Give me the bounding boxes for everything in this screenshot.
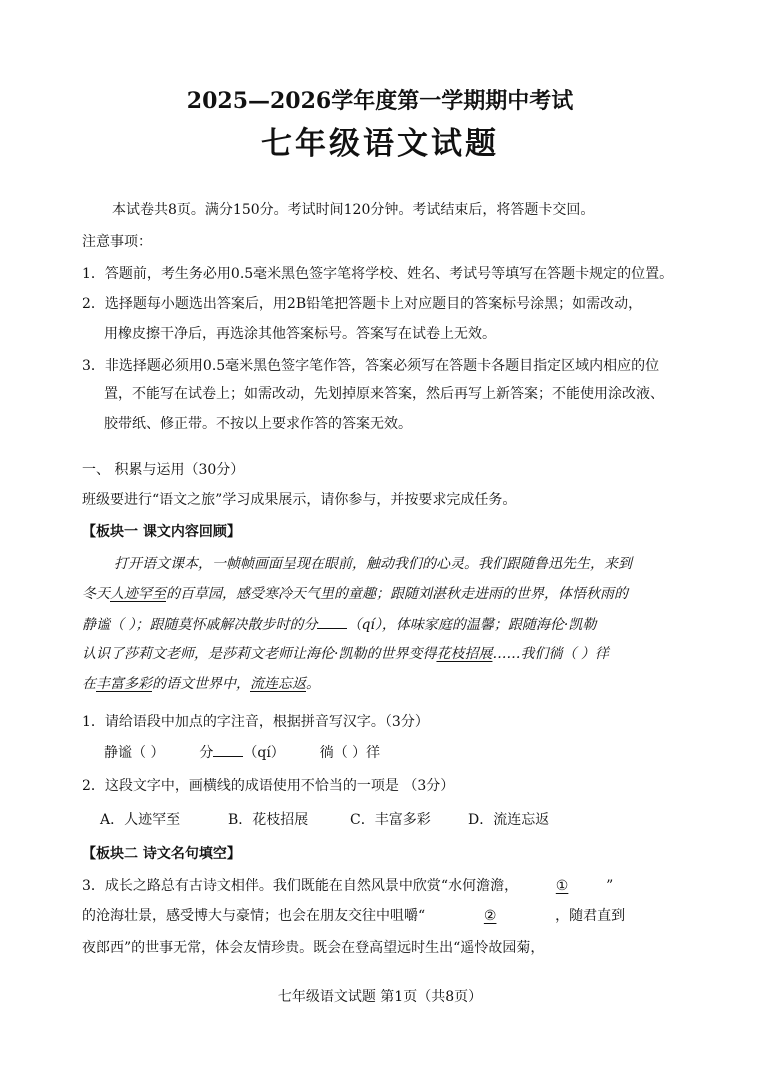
passage-line-2 [82, 584, 682, 604]
q1-item-1: 静谧（ ） [104, 745, 165, 761]
note-2b: 用橡皮擦干净后，再选涂其他答案标号。答案写在试卷上无效。 [104, 326, 496, 342]
note-1: 1．答题前，考生务必用0.5毫米黑色签字笔将学校、姓名、考试号等填写在答题卡规定的位置。 [82, 266, 674, 282]
passage-text: 。 [306, 676, 320, 692]
passage-line-4 [82, 644, 682, 664]
question-3-line-2 [82, 906, 682, 926]
passage-line-1: 打开语文课本，一帧帧画面呈现在眼前，触动我们的心灵。我们跟随鲁迅先生，来到 [114, 556, 632, 572]
option-c: C．丰富多彩 [350, 812, 431, 828]
q3-text: ，随君直到 [555, 908, 626, 924]
page-footer: 七年级语文试题 第1页（共8页） [277, 989, 483, 1005]
paper-title: 七年级语文试题 [261, 126, 499, 162]
idiom-2: 花枝招展 [436, 646, 493, 662]
question-1-items [104, 742, 704, 763]
passage-text: 在 [82, 676, 96, 692]
option-d: D．流连忘返 [468, 812, 550, 828]
idiom-4: 流连忘返 [250, 676, 306, 692]
note-3c: 胶带纸、修正带。不按以上要求作答的答案无效。 [104, 416, 412, 432]
fill-blank-1: ① [555, 878, 569, 894]
q1-item-2-pinyin: （qí） [243, 745, 285, 761]
idiom-3: 丰富多彩 [96, 676, 152, 692]
question-2: 2．这段文字中，画横线的成语使用不恰当的一项是 （3分） [82, 778, 455, 794]
q3-text: 的沧海壮景，感受博大与豪情；也会在朋友交往中咀嚼“ [82, 908, 426, 924]
passage-text: ……我们徜（ ）徉 [492, 646, 609, 662]
idiom-1: 人迹罕至 [110, 586, 166, 602]
passage-text: 静谧（ ）；跟随莫怀戚解决散步时的分 [82, 617, 318, 633]
q1-item-2: 分 [199, 745, 214, 761]
passage-text: 冬天 [82, 586, 110, 602]
option-b: B．花枝招展 [228, 812, 309, 828]
passage-text: 的百草园，感受寒冷天气里的童趣；跟随刘湛秋走进雨的世界，体悟秋雨的 [166, 586, 628, 602]
section1-heading: 一、 积累与运用（30分） [82, 462, 245, 478]
fill-blank-2: ② [483, 908, 497, 924]
passage-line-5 [82, 674, 682, 694]
answer-blank [213, 742, 243, 757]
q1-item-3: 徜（ ）徉 [319, 745, 381, 761]
section1-lead: 班级要进行“语文之旅”学习成果展示，请你参与，并按要求完成任务。 [82, 492, 517, 508]
notes-heading: 注意事项： [82, 234, 152, 250]
question-3-line-1 [82, 876, 682, 896]
passage-text: 的语文世界中， [152, 676, 250, 692]
q3-text: ” [606, 878, 614, 894]
note-3b: 置，不能写在试卷上；如需改动，先划掉原来答案，然后再写上新答案；不能使用涂改液、 [104, 386, 664, 402]
passage-text: 认识了莎莉文老师，是莎莉文老师让海伦·凯勒的世界变得 [82, 646, 437, 662]
passage-line-3 [82, 614, 682, 635]
question-3-line-3: 夜郎西”的世事无常，体会友情珍贵。既会在登高望远时生出“遥怜故园菊， [82, 940, 545, 956]
passage-text: ，体味家庭的温馨；跟随海伦·凯勒 [381, 617, 597, 633]
question-1: 1．请给语段中加点的字注音，根据拼音写汉字。（3分） [82, 714, 429, 730]
block2-heading: 【板块二 诗文名句填空】 [82, 846, 241, 862]
note-3a: 3．非选择题必须用0.5毫米黑色签字笔作答，答案必须写在答题卡各题目指定区域内相应的位 [82, 358, 660, 374]
option-a: A．人迹罕至 [100, 812, 181, 828]
answer-blank [317, 614, 347, 629]
q3-text: 3．成长之路总有古诗文相伴。我们既能在自然风景中欣赏“水何澹澹， [82, 878, 519, 894]
question-2-options [100, 810, 700, 830]
note-2a: 2．选择题每小题选出答案后，用2B铅笔把答题卡上对应题目的答案标号涂黑；如需改动， [82, 296, 643, 312]
intro-text: 本试卷共8页。满分150分。考试时间120分钟。考试结束后，将答题卡交回。 [112, 202, 595, 218]
pinyin: （qí） [347, 617, 382, 633]
exam-title: 2025—2026学年度第一学期期中考试 [186, 88, 574, 114]
block1-heading: 【板块一 课文内容回顾】 [82, 524, 241, 540]
